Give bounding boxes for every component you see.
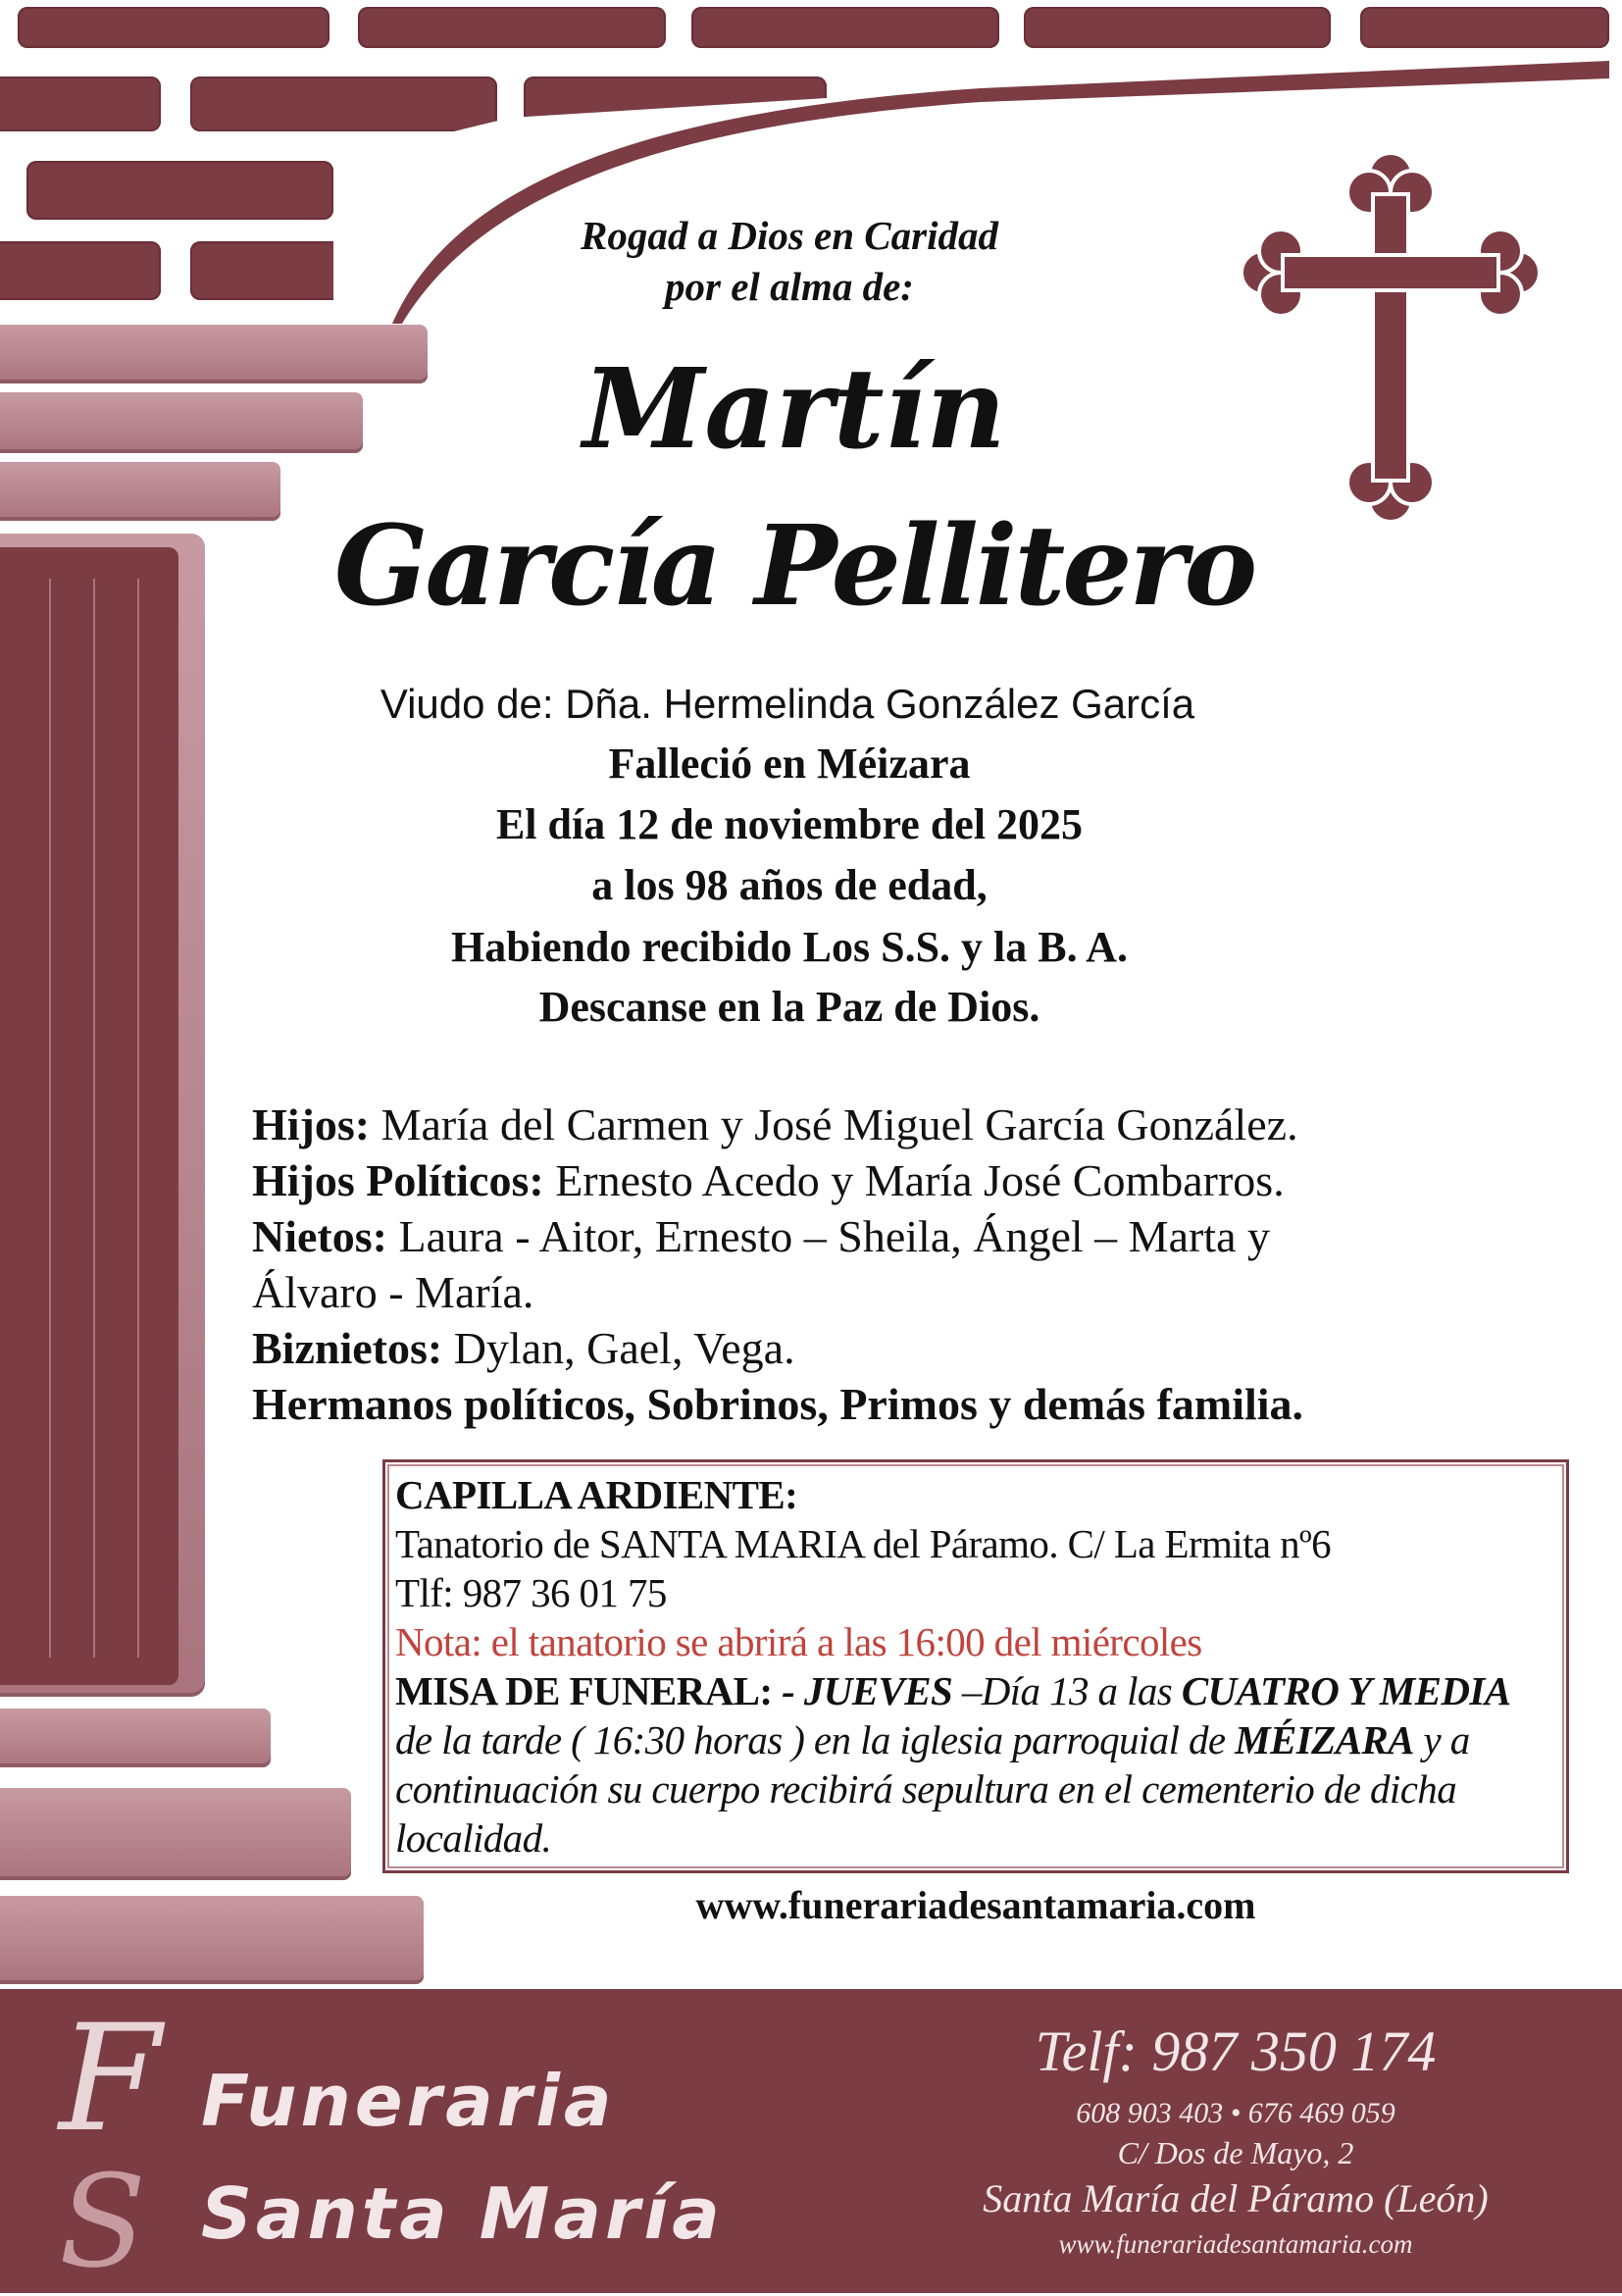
footer-phone: Telf: 987 350 174 <box>1035 2019 1437 2083</box>
column-capital-step <box>0 462 280 521</box>
footer-mobiles: 608 903 403 • 676 469 059 <box>1076 2097 1395 2129</box>
great-grandchildren-label: Biznietos: <box>252 1323 443 1373</box>
great-grandchildren-names: Dylan, Gael, Vega. <box>442 1323 795 1373</box>
logo-initial-s: S <box>59 2147 147 2296</box>
column-base-step <box>0 1788 351 1880</box>
mass-details <box>395 1666 1556 1862</box>
children-in-law-label: Hijos Políticos: <box>252 1155 544 1205</box>
column-base-step <box>0 1709 271 1767</box>
children <box>252 1097 1566 1152</box>
grandchildren-names: Laura - Aitor, Ernesto – Sheila, Ángel – Marta y Álvaro - María. <box>252 1211 1271 1317</box>
other-family <box>252 1376 1566 1432</box>
footer-city: Santa María del Páramo (León) <box>983 2176 1489 2220</box>
children-in-law-names: Ernesto Acedo y María José Combarros. <box>543 1155 1285 1205</box>
opening-note: Nota: el tanatorio se abrirá a las 16:00 del miércoles <box>395 1619 1202 1664</box>
great-grandchildren <box>252 1320 1566 1376</box>
mass-time: CUATRO Y MEDIA <box>1181 1668 1511 1713</box>
mass-time-detail: de la tarde ( 16:30 horas ) en la iglesia parroquial de <box>395 1717 1236 1762</box>
column-flute <box>137 579 139 1658</box>
logo-line-1: Funeraria <box>201 2060 616 2142</box>
footer-address: C/ Dos de Mayo, 2 <box>1117 2135 1354 2170</box>
footer-website[interactable]: www.funerariadesantamaria.com <box>1058 2229 1413 2259</box>
logo-initial-f: F <box>59 1994 162 2165</box>
grandchildren-label: Nietos: <box>252 1211 387 1261</box>
column-flute <box>49 579 51 1658</box>
other-family-text: Hermanos políticos, Sobrinos, Primos y demás familia. <box>252 1379 1304 1429</box>
deceased-first-name: Martín <box>583 345 1006 474</box>
funeral-home-address: Tanatorio de SANTA MARIA del Páramo. C/ La Ermita nº6 <box>395 1521 1332 1566</box>
chapel-label: CAPILLA ARDIENTE: <box>395 1472 798 1517</box>
deceased-surnames: García Pellitero <box>333 502 1255 631</box>
funeral-info-box <box>382 1459 1569 1873</box>
lower-section <box>382 1459 1569 1928</box>
prayer-line-1: Rogad a Dios en Caridad <box>581 213 998 258</box>
children-in-law <box>252 1152 1566 1208</box>
prayer-line-2: por el alma de: <box>665 264 914 309</box>
funeral-home-phone: Tlf: 987 36 01 75 <box>395 1570 667 1615</box>
mass-date: –Día 13 a las <box>961 1668 1182 1713</box>
children-names: María del Carmen y José Miguel García González. <box>370 1099 1298 1149</box>
mass-day: - JUEVES <box>772 1668 962 1713</box>
mass-label: MISA DE FUNERAL: <box>395 1668 773 1713</box>
rest-in-peace: Descanse en la Paz de Dios. <box>538 983 1040 1031</box>
column-shaft-inner <box>0 547 178 1685</box>
children-label: Hijos: <box>252 1099 371 1149</box>
grandchildren <box>252 1208 1380 1320</box>
widow-of: Viudo de: Dña. Hermelinda González García <box>380 681 1195 727</box>
family-list <box>252 1097 1566 1432</box>
mass-location: MÉIZARA <box>1235 1717 1414 1762</box>
column-flute <box>93 579 95 1658</box>
burial-detail: y a continuación su cuerpo recibirá sepultura en el cementerio de dicha localidad. <box>395 1717 1470 1861</box>
sacraments: Habiendo recibido Los S.S. y la B. A. <box>451 923 1128 971</box>
death-place: Falleció en Méizara <box>608 740 971 788</box>
death-date: El día 12 de noviembre del 2025 <box>495 800 1084 848</box>
age: a los 98 años de edad, <box>591 861 988 909</box>
column-base-step <box>0 1896 424 1984</box>
logo-line-2: Santa María <box>201 2172 724 2255</box>
website-link[interactable]: www.funerariadesantamaria.com <box>695 1883 1256 1927</box>
